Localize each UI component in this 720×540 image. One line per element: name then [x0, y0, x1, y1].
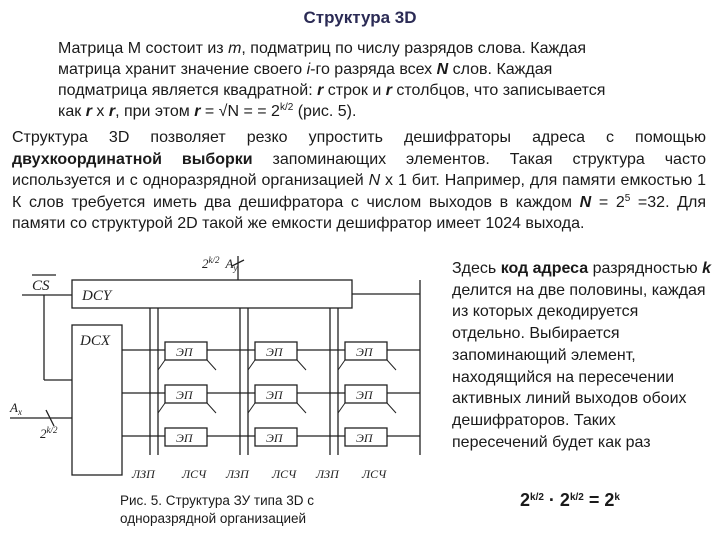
- svg-text:ЭП: ЭП: [266, 388, 283, 402]
- memory-3d-diagram: [0, 250, 450, 490]
- caption-line2: одноразрядной организацией: [120, 511, 307, 526]
- para1-line1: Матрица М состоит из m, подматриц по числу разрядов слова. Каждая: [58, 40, 587, 57]
- paragraph-3d-structure: Структура 3D позволяет резко упростить дешифраторы адреса с помощью двухкоординатной выборки запоминающих элементов. Такая структура часто используется и с одноразрядной организацией N х 1 бит. Например, для памяти емкостью 1 К слов требуется иметь два дешифратора с числом выходов в каждом $N = 2^5 =32$. Для памяти со структурой 2D такой же емкости дешифратор имеет 1024 выхода.: [12, 129, 707, 232]
- bottom-label: ЛСЧ: [272, 467, 297, 481]
- para1-line2: матрица хранит значение своего i-го разряда всех N слов. Каждая: [58, 61, 553, 78]
- svg-text:ЭП: ЭП: [176, 345, 193, 359]
- bottom-label: ЛЗП: [316, 467, 339, 481]
- cs-label: CS: [32, 278, 50, 294]
- svg-text:ЭП: ЭП: [176, 388, 193, 402]
- address-code-explanation: Здесь код адреса разрядностью k делится на две половины, каждая из которых декодируется отдельно. Выбирается запоминающий элемент, находящийся на пересечении активных линий выходов обоих дешифраторов. Таких пересечений будет как раз: [452, 260, 712, 451]
- page-title: Структура 3D: [303, 8, 417, 27]
- caption-line1: Рис. 5. Структура ЗУ типа 3D с: [120, 493, 314, 508]
- bottom-label: ЛСЧ: [182, 467, 207, 481]
- figure-caption: [120, 492, 410, 528]
- svg-text:ЭП: ЭП: [356, 345, 373, 359]
- svg-text:ЭП: ЭП: [266, 345, 283, 359]
- ax-width-label: $2^{k/2}$: [40, 425, 58, 441]
- bottom-label: ЛСЧ: [362, 467, 387, 481]
- bottom-line-labels: [131, 467, 387, 481]
- dcy-decoder: [72, 280, 352, 308]
- paragraph-matrix-description: [58, 38, 698, 122]
- ay-width-label: $2^{k/2}$ $A_y$: [202, 255, 238, 273]
- dcy-label: DCY: [82, 288, 112, 304]
- ax-label: $A_x$: [10, 400, 22, 417]
- bottom-label: ЛЗП: [132, 467, 155, 481]
- svg-text:ЭП: ЭП: [266, 431, 283, 445]
- memory-cell-grid: [165, 342, 387, 446]
- para1-line3: подматрица является квадратной: r строк и r столбцов, что записывается: [58, 82, 606, 99]
- svg-text:ЭП: ЭП: [176, 431, 193, 445]
- svg-text:ЭП: ЭП: [356, 431, 373, 445]
- bottom-label: ЛЗП: [226, 467, 249, 481]
- svg-text:ЭП: ЭП: [356, 388, 373, 402]
- dcx-label: DCX: [80, 333, 110, 349]
- para1-line4: как r x r, при этом r = √N = = $2^{k/2}$ (рис. 5).: [58, 102, 357, 120]
- intersection-formula: $2^{k/2} \cdot 2^{k/2} = 2^k$: [520, 490, 620, 510]
